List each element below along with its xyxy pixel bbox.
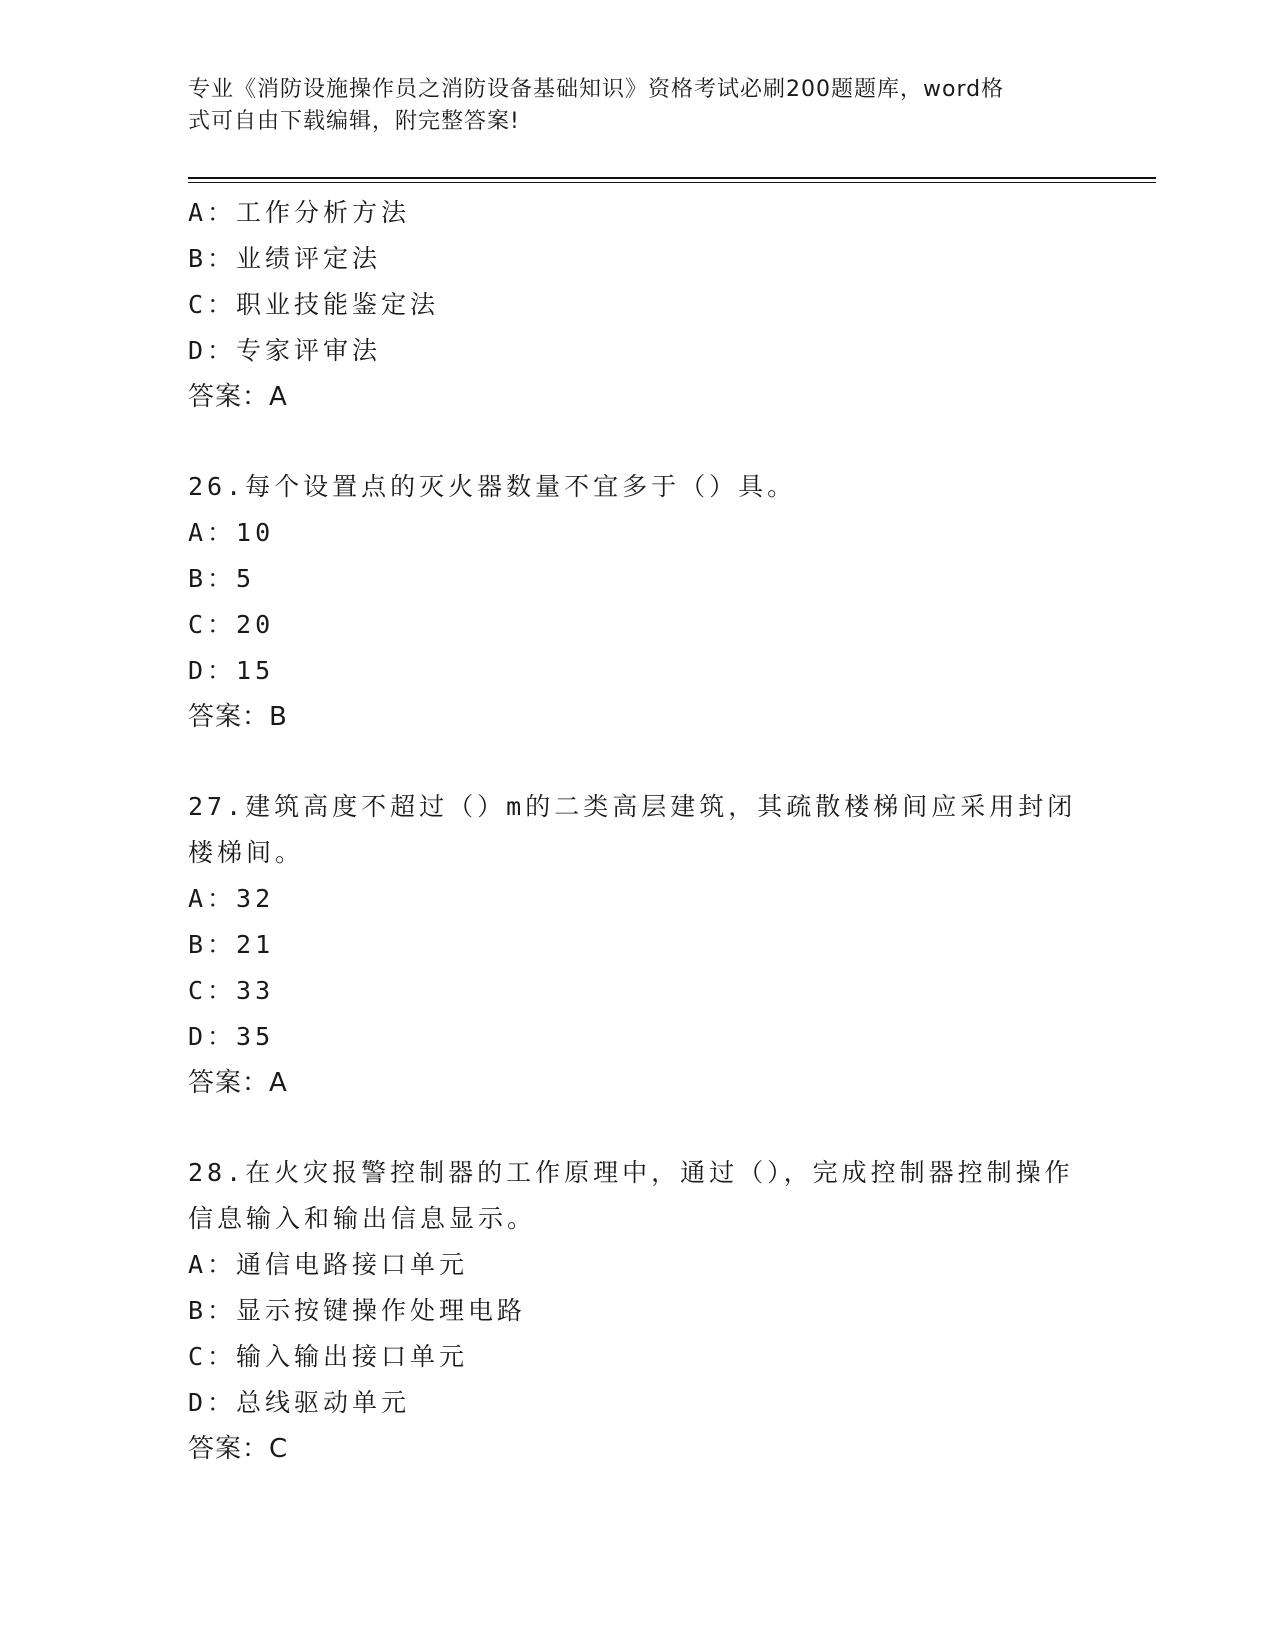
option-d: D：总线驱动单元 <box>188 1388 411 1417</box>
option-a: A：通信电路接口单元 <box>188 1250 469 1279</box>
question-stem-line-2: 楼梯间。 <box>188 838 305 867</box>
answer-line: 答案：B <box>188 702 288 732</box>
answer-line: 答案：A <box>188 382 288 412</box>
answer-line: 答案：A <box>188 1068 288 1098</box>
header-line-2: 式可自由下载编辑，附完整答案! <box>188 109 520 134</box>
option-a: A：工作分析方法 <box>188 198 411 227</box>
header-divider-thin <box>188 182 1156 183</box>
option-d: D：15 <box>188 656 275 685</box>
question-stem-line-1: 28.在火灾报警控制器的工作原理中，通过（），完成控制器控制操作 <box>188 1158 1074 1187</box>
document-header <box>188 74 1068 138</box>
question-stem-line-2: 信息输入和输出信息显示。 <box>188 1204 537 1233</box>
question-26 <box>188 464 1088 740</box>
option-a: A：10 <box>188 518 275 547</box>
question-25 <box>188 190 1088 420</box>
option-b: B：显示按键操作处理电路 <box>188 1296 527 1325</box>
question-stem-line-1: 27.建筑高度不超过（）m的二类高层建筑，其疏散楼梯间应采用封闭 <box>188 792 1077 821</box>
question-stem: 26.每个设置点的灭火器数量不宜多于（）具。 <box>188 472 797 501</box>
header-divider-thick <box>188 177 1156 179</box>
option-b: B：业绩评定法 <box>188 244 382 273</box>
option-c: C：输入输出接口单元 <box>188 1342 469 1371</box>
question-28 <box>188 1150 1088 1472</box>
option-b: B：21 <box>188 930 275 959</box>
option-c: C：职业技能鉴定法 <box>188 290 440 319</box>
option-d: D：35 <box>188 1022 275 1051</box>
option-c: C：20 <box>188 610 275 639</box>
question-list <box>188 190 1088 1472</box>
option-b: B：5 <box>188 564 256 593</box>
option-d: D：专家评审法 <box>188 336 382 365</box>
header-line-1: 专业《消防设施操作员之消防设备基础知识》资格考试必刷200题题库，word格 <box>188 77 1005 102</box>
option-a: A：32 <box>188 884 275 913</box>
question-27 <box>188 784 1088 1106</box>
option-c: C：33 <box>188 976 275 1005</box>
answer-line: 答案：C <box>188 1434 289 1464</box>
